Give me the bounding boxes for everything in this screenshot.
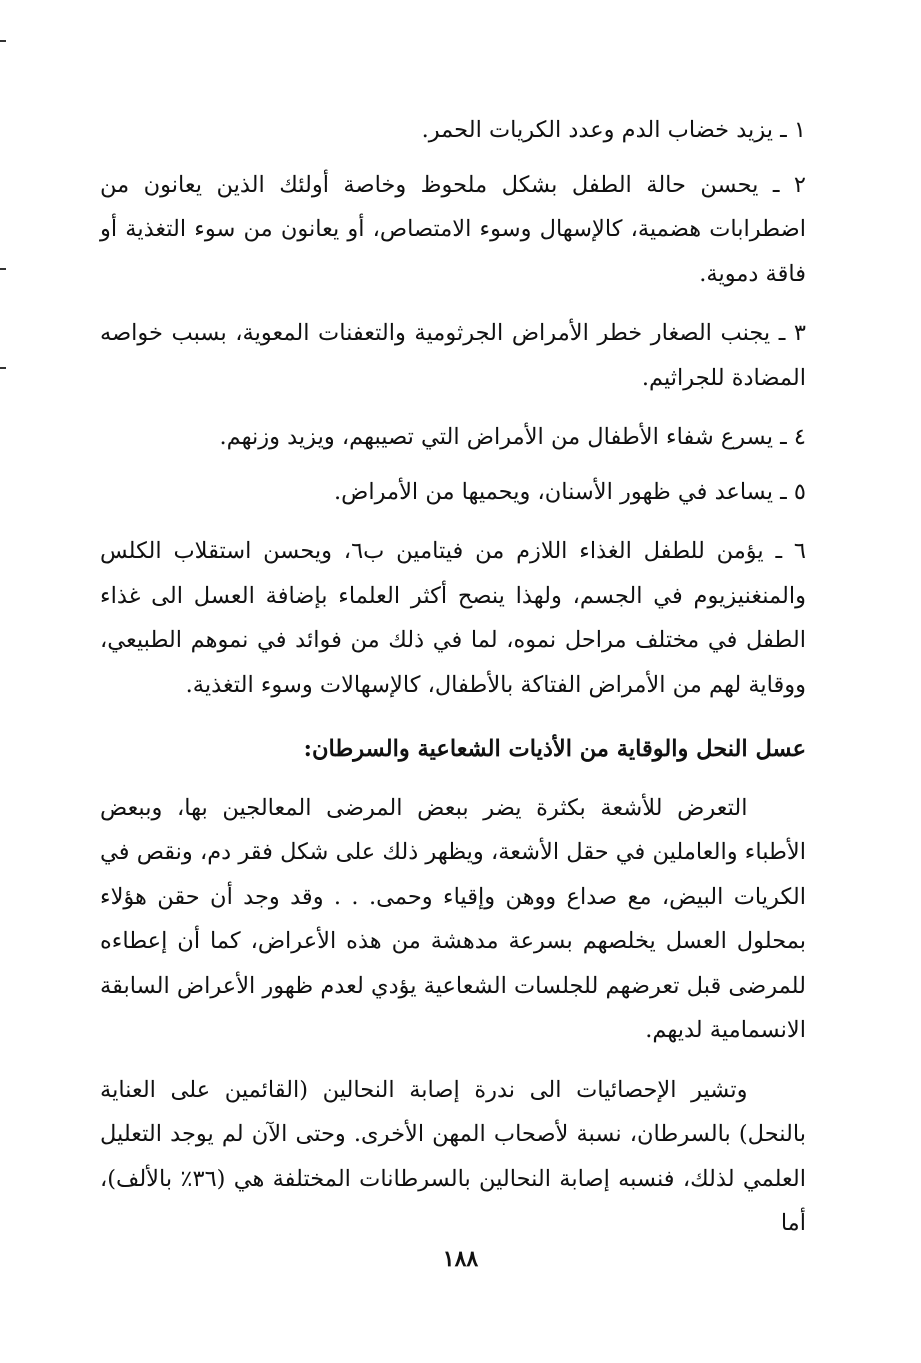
page-number: ١٨٨: [442, 1246, 479, 1272]
list-item-4: ٤ ـ يسرع شفاء الأطفال من الأمراض التي تصيبهم، ويزيد وزنهم.: [219, 424, 806, 450]
scan-edge-mark: [0, 40, 6, 42]
body-paragraph-1: التعرض للأشعة بكثرة يضر ببعض المرضى المعالجين بها، وببعض الأطباء والعاملين في حقل الأشعة، ويظهر ذلك على شكل فقر دم، ونقص في الكريات البيض، مع صداع ووهن وإقياء وحمى. . . وقد وجد أن حقن هؤلاء بمحلول العسل يخلصهم بسرعة مدهشة من هذه الأعراض، كما أن إعطاءه للمرضى قبل تعرضهم للجلسات الشعاعية يؤدي لعدم ظهور الأعراض السابقة الانسمامية لديهم.: [100, 794, 806, 1043]
scan-edge-mark: [0, 367, 6, 369]
scan-edge-mark: [0, 268, 6, 270]
list-item-3: ٣ ـ يجنب الصغار خطر الأمراض الجرثومية والتعفنات المعوية، بسبب خواصه المضادة للجراثيم.: [100, 320, 806, 391]
list-item-2: ٢ ـ يحسن حالة الطفل بشكل ملحوظ وخاصة أولئك الذين يعانون من اضطرابات هضمية، كالإسهال وسوء الامتصاص، أو يعانون من سوء التغذية أو فاقة دموية.: [100, 171, 806, 287]
document-body: [100, 108, 806, 1246]
list-item-6: ٦ ـ يؤمن للطفل الغذاء اللازم من فيتامين ب٦، ويحسن استقلاب الكلس والمنغنيزيوم في الجسم، ولهذا ينصح أكثر العلماء بإضافة العسل الى غذاء الطفل في مختلف مراحل نموه، لما في ذلك من فوائد في نموهم الطبيعي، ووقاية لهم من الأمراض الفتاكة بالأطفال، كالإسهالات وسوء التغذية.: [100, 538, 806, 698]
section-heading: عسل النحل والوقاية من الأذيات الشعاعية والسرطان:: [303, 736, 806, 762]
list-item-5: ٥ ـ يساعد في ظهور الأسنان، ويحميها من الأمراض.: [334, 478, 806, 505]
body-paragraph-2: وتشير الإحصائيات الى ندرة إصابة النحالين (القائمين على العناية بالنحل) بالسرطان، نسبة لأصحاب المهن الأخرى. وحتى الآن لم يوجد التعليل العلمي لذلك، فنسبه إصابة النحالين بالسرطانات المختلفة هي (٣٦٪ بالألف)، أما: [100, 1076, 807, 1236]
list-item-1: ١ ـ يزيد خضاب الدم وعدد الكريات الحمر.: [421, 117, 806, 143]
